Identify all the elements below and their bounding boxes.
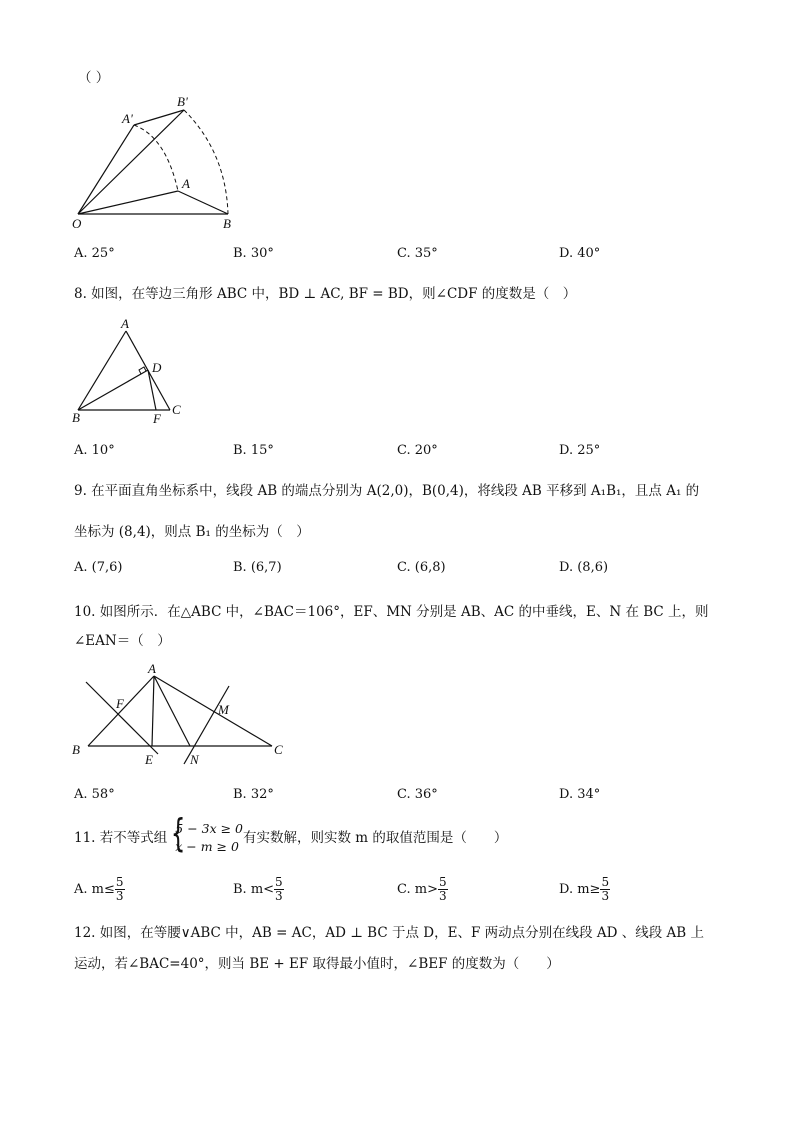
q7-label-o: O — [72, 216, 82, 231]
q11-option-c-label: C. m> — [397, 882, 438, 897]
q11-inequality-system — [167, 811, 244, 856]
q12-question-line1: 12. 如图，在等腰∨ABC 中，AB = AC，AD ⊥ BC 于点 D，E、F 两动点分别在线段 AD 、线段 AB 上 — [74, 925, 705, 941]
q7-label-b: B — [223, 216, 231, 231]
q10-option-c[interactable]: C. 36° — [397, 787, 438, 802]
fraction-denominator: 3 — [601, 889, 610, 903]
q7-option-a[interactable]: A. 25° — [74, 246, 115, 261]
q11-question — [74, 811, 508, 856]
fraction-numerator: 5 — [438, 875, 447, 889]
q11-option-b-fraction — [274, 876, 284, 903]
fraction-numerator: 5 — [601, 875, 610, 889]
q7-answer-paren: （ ） — [78, 70, 110, 86]
q9-option-a[interactable]: A. (7,6) — [74, 560, 123, 575]
q7-label-a: A — [182, 176, 190, 191]
q10-label-a: A — [148, 661, 156, 676]
q9-option-d[interactable]: D. (8,6) — [559, 560, 609, 575]
q11-prefix: 11. 若不等式组 — [74, 830, 168, 846]
q11-option-d-label: D. m≥ — [559, 882, 601, 897]
q10-question-line1: 10. 如图所示．在△ABC 中，∠BAC＝106°，EF、MN 分别是 AB、AC 的中垂线，E、N 在 BC 上，则 — [74, 604, 709, 620]
q11-option-b[interactable] — [233, 876, 284, 903]
q8-option-d[interactable]: D. 25° — [559, 443, 601, 458]
q11-option-d-fraction — [600, 876, 610, 903]
q8-label-a: A — [121, 316, 129, 331]
q10-question-line2: ∠EAN＝（ ） — [74, 633, 171, 649]
q8-label-f: F — [153, 411, 161, 426]
q11-option-a-label: A. m≤ — [74, 882, 115, 897]
q8-question-text: 8. 如图，在等边三角形 ABC 中，BD ⊥ AC, BF = BD，则∠CDF 的度数是（ ） — [74, 286, 577, 302]
q8-label-c: C — [172, 402, 181, 417]
q7-option-c[interactable]: C. 35° — [397, 246, 438, 261]
q10-label-c: C — [274, 742, 283, 757]
q9-question-line2: 坐标为 (8,4)，则点 B₁ 的坐标为（ ） — [74, 524, 310, 540]
q7-option-b[interactable]: B. 30° — [233, 246, 274, 261]
q7-label-a-prime: A' — [122, 111, 133, 126]
q11-inequality-2: x − m ≥ 0 — [175, 839, 239, 854]
q12-question-line2: 运动，若∠BAC=40°，则当 BE + EF 取得最小值时，∠BEF 的度数为（ ） — [74, 956, 560, 972]
q10-option-b[interactable]: B. 32° — [233, 787, 274, 802]
q11-option-d[interactable] — [559, 876, 610, 903]
q7-option-d[interactable]: D. 40° — [559, 246, 601, 261]
q10-label-b: B — [72, 742, 80, 757]
fraction-numerator: 5 — [115, 875, 124, 889]
q10-option-a[interactable]: A. 58° — [74, 787, 115, 802]
fraction-denominator: 3 — [115, 889, 124, 903]
q9-question-line1: 9. 在平面直角坐标系中，线段 AB 的端点分别为 A(2,0)，B(0,4)，将线段 AB 平移到 A₁B₁，且点 A₁ 的 — [74, 483, 700, 499]
fraction-denominator: 3 — [275, 889, 283, 903]
q11-option-a-fraction — [115, 876, 125, 903]
fraction-denominator: 3 — [438, 889, 447, 903]
q11-option-c[interactable] — [397, 876, 448, 903]
q10-label-f: F — [116, 696, 124, 711]
q8-figure — [66, 314, 196, 429]
q7-label-b-prime: B' — [177, 94, 188, 109]
q7-figure — [66, 92, 266, 242]
left-brace-icon: { — [171, 811, 186, 855]
q11-suffix: 有实数解，则实数 m 的取值范围是（ ） — [243, 830, 508, 846]
q10-option-d[interactable]: D. 34° — [559, 787, 601, 802]
q8-label-b: B — [72, 410, 80, 425]
q10-label-n: N — [190, 752, 199, 767]
q8-label-d: D — [152, 360, 162, 375]
q11-option-c-fraction — [438, 876, 448, 903]
q8-option-b[interactable]: B. 15° — [233, 443, 274, 458]
q11-option-a[interactable] — [74, 876, 125, 903]
q10-figure — [66, 658, 296, 773]
q9-option-c[interactable]: C. (6,8) — [397, 560, 446, 575]
q9-option-b[interactable]: B. (6,7) — [233, 560, 282, 575]
q11-option-b-label: B. m< — [233, 882, 275, 897]
q8-option-c[interactable]: C. 20° — [397, 443, 438, 458]
q8-option-a[interactable]: A. 10° — [74, 443, 115, 458]
q11-inequality-1: 5 − 3x ≥ 0 — [175, 821, 244, 836]
fraction-numerator: 5 — [275, 875, 283, 889]
q10-label-m: M — [218, 702, 229, 717]
q10-label-e: E — [145, 752, 153, 767]
